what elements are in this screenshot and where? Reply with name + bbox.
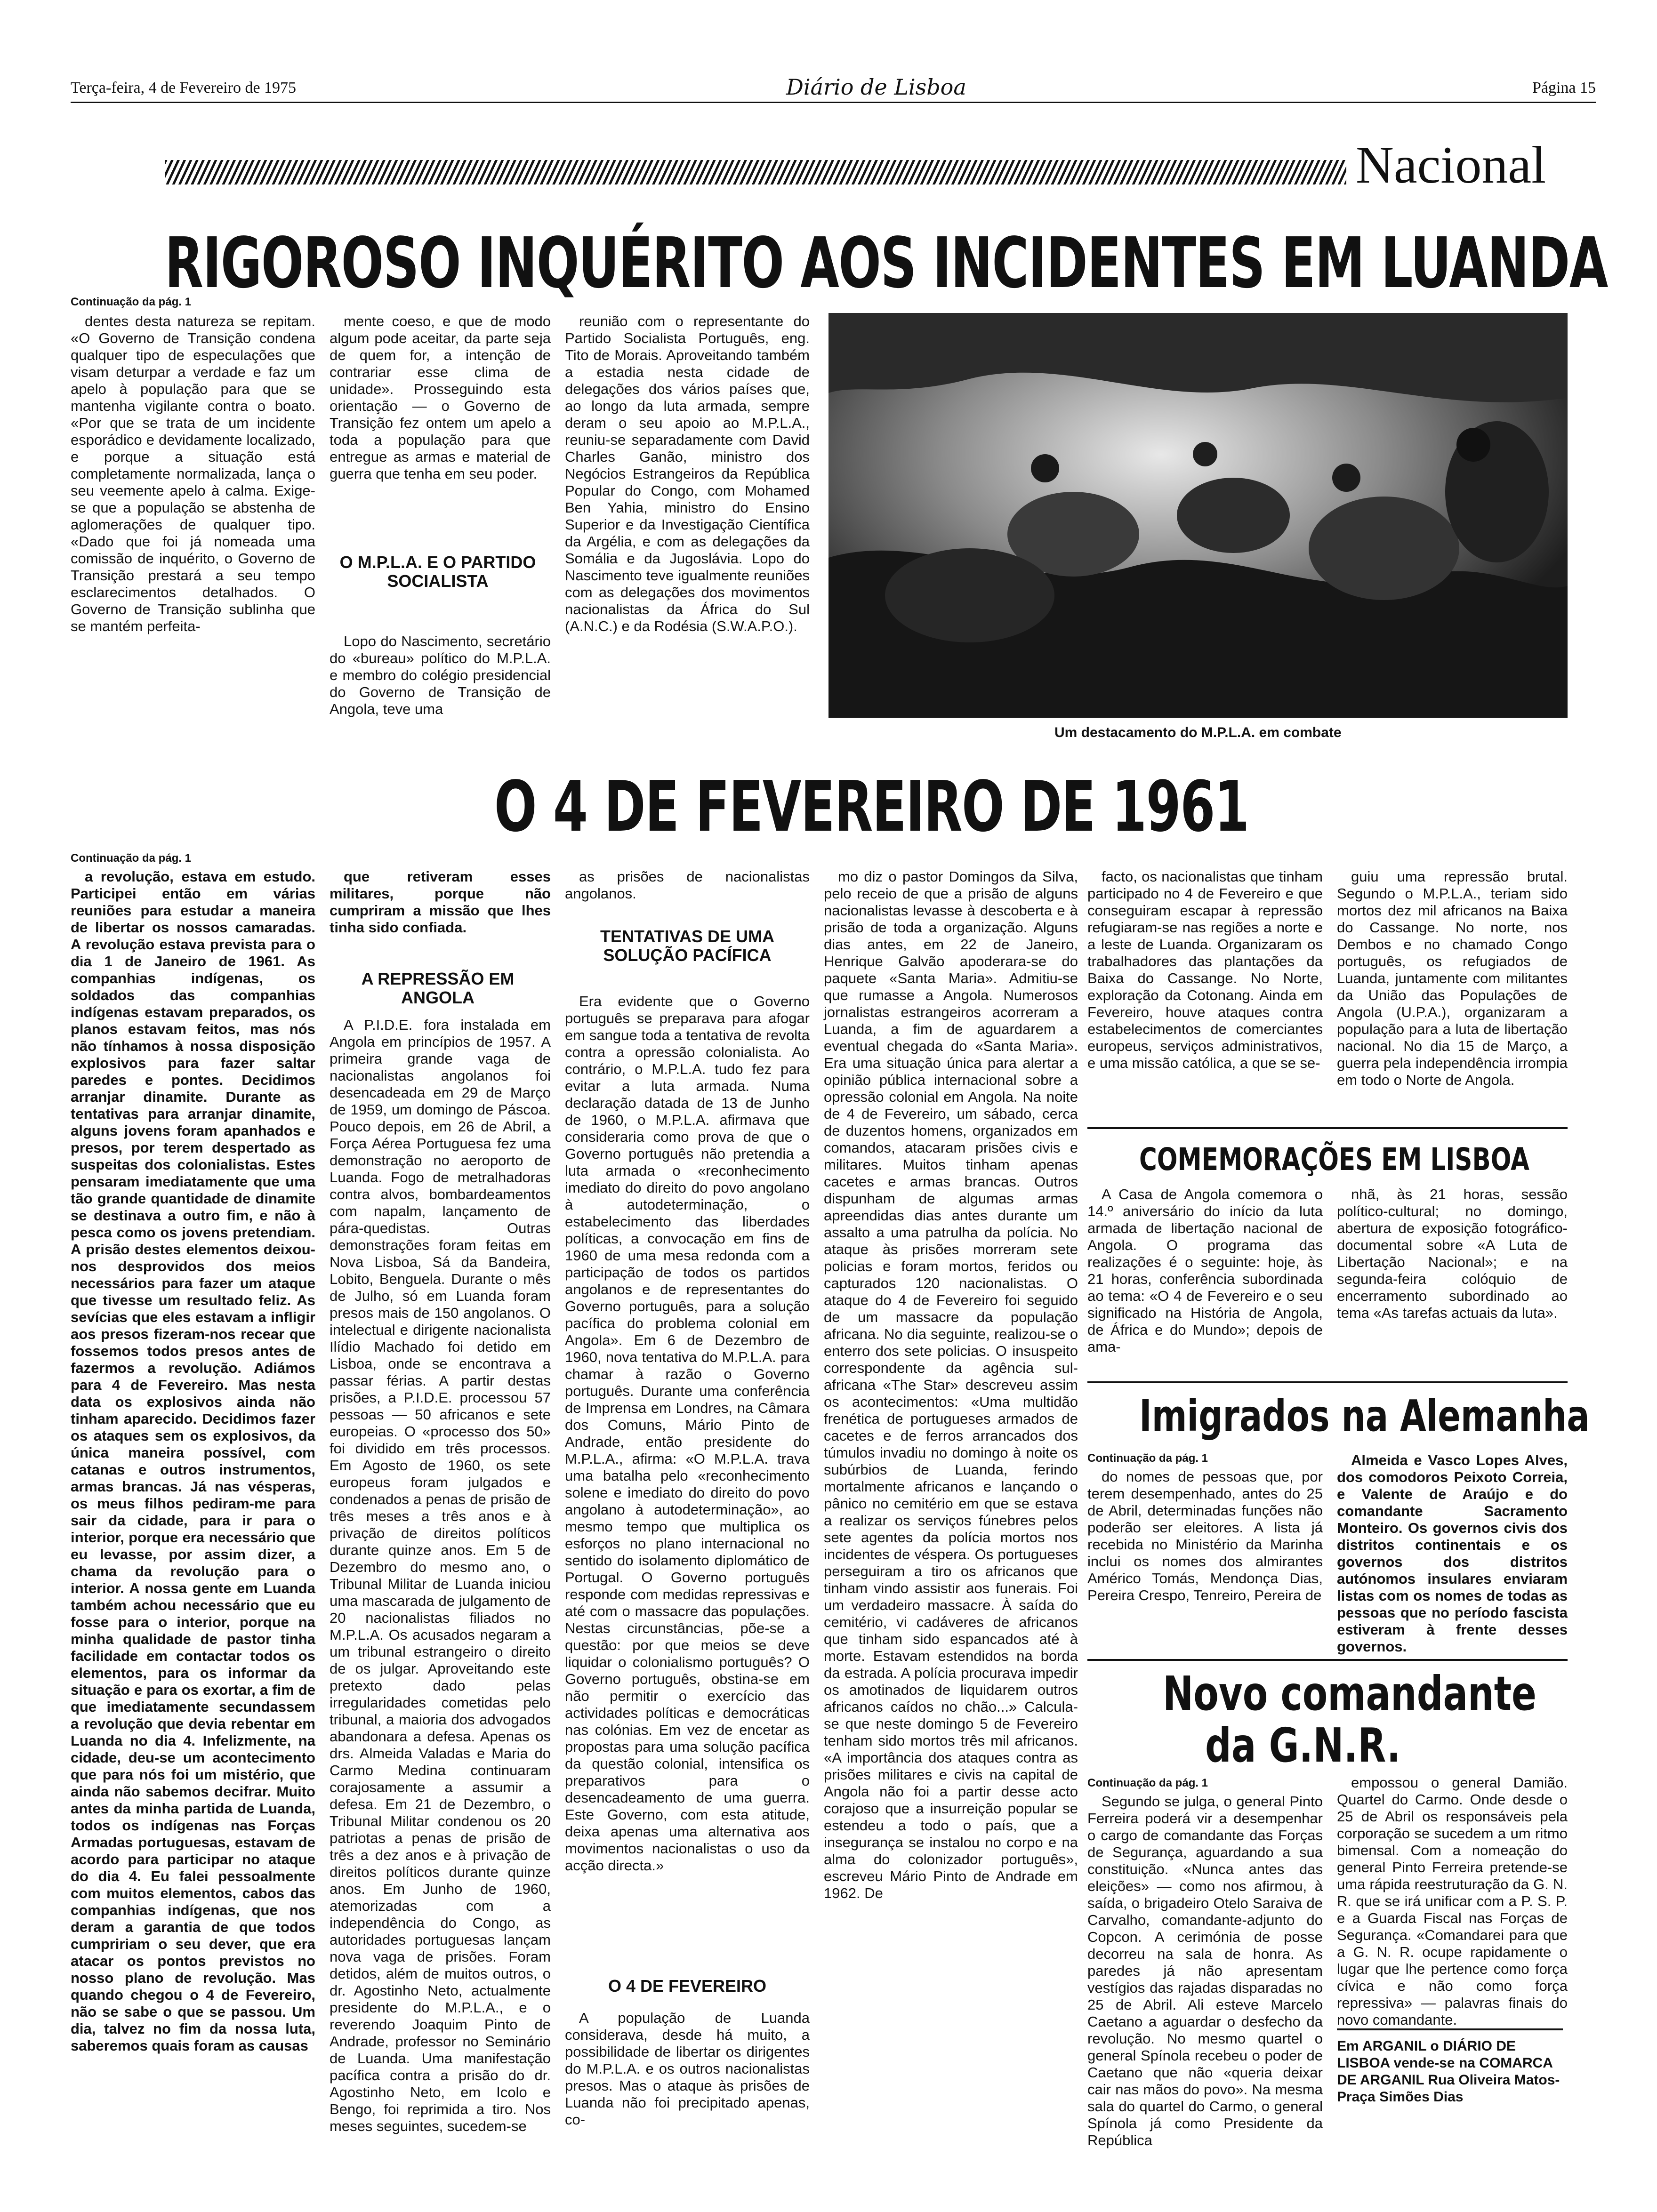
story2-col2-text: que retiveram esses militares, porque não cumpriram a missão que lhes tinha sido confiada. [330, 868, 551, 936]
story2-col1-text: a revolução, estava em estudo. Participei então em várias reuniões para estudar a maneira de libertar os nossos camaradas. A revolução estava prevista para o dia 1 de Janeiro de 1961. As companhias indígenas, os soldados das companhias indígenas estavam preparados, os planos estavam feitos, mas nós não tínhamos à nossa disposição explosivos para fazer saltar paredes e pontes. Decidimos arranjar dinamite. Durante as tentativas para arranjar dinamite, alguns jovens foram apanhados e presos, por terem despertado as suspeitas dos colonialistas. Estes pensaram imediatamente que uma tão grande quantidade de dinamite se destinava a outro fim, e não à pesca como os jovens pretendiam. A prisão destes elementos deixou-nos desprovidos dos meios necessários para fazer um ataque que tivesse um resultado feliz. As sevícias que eles estavam a infligir aos presos fizeram-nos recear que fossemos todos presos antes de fazermos a revolução. Adiámos para 4 de Fevereiro. Mas nesta data os explosivos ainda não tinham aparecido. Decidimos fazer os ataques sem os explosivos, da única maneira possível, com catanas e outros instrumentos, armas brancas. Já nas vésperas, os meus filhos pediram-me para sair da cidade, para ir para o interior, porque era necessário que eu levasse, por assim dizer, a chama da revolução para o interior. A nossa gente em Luanda também achou necessário que eu fosse para o interior, porque na minha qualidade de pastor tinha facilidade em contactar todos os elementos, para os informar da situação e para os exortar, a fim de que imediatamente secundassem a revolução que devia rebentar em Luanda no dia 4. Infelizmente, na cidade, deu-se um acontecimento que para nós foi um mistério, que ainda não sabemos decifrar. Muito antes da minha partida de Luanda, todos os indígenas nas Forças Armadas portuguesas, estavam de acordo para participar no ataque do dia 4. Eu falei pessoalmente com muitos elementos, cabos das companhias indígenas, que nos deram a garantia de que todos cumpririam o seu dever, que era atacar os pontos previstos no nosso plano de revolução. Mas quando chegou o 4 de Fevereiro, não se sabe o que se passou. Um dia, talvez no fim da nossa luta, saberemos quais foram as causas [71, 868, 315, 2054]
gnr-continuation: Continuação da pág. 1 [1087, 1777, 1208, 1789]
gnr-column-1 [1087, 1793, 1323, 2167]
story1-continuation: Continuação da pág. 1 [71, 296, 192, 308]
imigrados-col1-text: do nomes de pessoas que, por terem desempenhado, antes do 25 de Abril, determinadas funções não poderão ser eleitores. A lista já recebida no Ministério da Marinha inclui os nomes dos almirantes Américo Tomás, Mendonça Dias, Pereira Crespo, Tenreiro, Pereira de [1087, 1468, 1323, 1603]
story1-col2-text: mente coeso, e que de modo algum pode aceitar, da parte seja de quem for, a intenção de contrariar esse clima de unidade». Prosseguindo esta orientação — o Governo de Transição fez ontem um apelo a toda a população para que entregue as armas e material de guerra que tenha em seu poder. [330, 313, 551, 482]
story2-subhead-repressao: A REPRESSÃO EM ANGOLA [361, 969, 515, 1007]
comemoracoes-col2-text: nhã, às 21 horas, sessão político-cultural; no domingo, abertura de exposição fotográfico-documental sobre «A Luta de Libertação Nacional»; e na segunda-feira colóquio de encerramento subordinado ao tema «As tarefas actuais da luta». [1337, 1186, 1568, 1321]
comemoracoes-column-1 [1087, 1186, 1323, 1384]
masthead: Diário de Lisboa [786, 74, 966, 100]
page-number: Página 15 [1532, 79, 1596, 96]
story2-column-3b [565, 993, 810, 1963]
comemoracoes-col1-text: A Casa de Angola comemora o 14.º aniversário do início da luta armada de libertação nacional de Angola. O programa das realizações é o seguinte: hoje, às 21 horas, conferência subordinada ao tema: «O 4 de Fevereiro e o seu significado na História de Angola, de África e do Mundo»; depois de ama- [1087, 1186, 1323, 1355]
combat-photo-image [828, 313, 1568, 718]
story2-column-3c [565, 2010, 810, 2170]
story2-col3b-text: Era evidente que o Governo português se preparava para afogar em sangue toda a tentativa de revolta contra a opressão colonialista. Ao contrário, o M.P.L.A. tudo fez para evitar a luta armada. Numa declaração datada de 13 de Junho de 1960, o M.P.L.A. afirmava que consideraria como prova de que o Governo português não pretendia a luta armada o «reconhecimento imediato do direito do povo angolano à autodeterminação, o estabelecimento das liberdades políticas, a convocação em fins de 1960 de uma mesa redonda com a participação de todos os partidos angolanos e de representantes do Governo português, para a solução pacífica do problema colonial em Angola». Em 6 de Dezembro de 1960, nova tentativa do M.P.L.A. para chamar à razão o Governo português. Durante uma conferência de Imprensa em Londres, na Câmara dos Comuns, Mário Pinto de Andrade, então presidente do M.P.L.A., afirma: «O M.P.L.A. trava uma batalha pelo «reconhecimento solene e imediato do direito do povo angolano à autodeterminação», ao mesmo tempo que multiplica os esforços no plano internacional no sentido do isolamento diplomático de Portugal. O Governo português responde com medidas repressivas e até com o massacre das populações. Nestas circunstâncias, põe-se a questão: por que meios se deve liquidar o colonialismo português? O Governo português, obstina-se em não permitir o exercício das actividades políticas e democráticas nas colónias. Em vez de encetar as propostas para uma solução pacífica da questão colonial, intensifica os preparativos para o desencadeamento de uma guerra. Este Governo, com esta atitude, deixa apenas uma alternativa aos movimentos nacionalistas o uso da acção directa.» [565, 993, 810, 1874]
story2-headline: O 4 DE FEVEREIRO DE 1961 [494, 766, 1249, 847]
arganil-ad-text: Em ARGANIL o DIÁRIO DE LISBOA vende-se na COMARCA DE ARGANIL Rua Oliveira Matos-Praça Simões Dias [1337, 2038, 1560, 2105]
story1-col3-text: reunião com o representante do Partido Socialista Português, eng. Tito de Morais. Aproveitando também a estadia nesta cidade de delegações dos vários países que, ao longo da luta armada, sempre deram o seu apoio ao M.P.L.A., reuniu-se separadamente com David Charles Ganão, ministro dos Negócios Estrangeiros da República Popular do Congo, com Mohamed Ben Yahia, ministro do Ensino Superior e da Investigação Científica da Argélia, e com as delegações da Somália e da Jugoslávia. Lopo do Nascimento teve igualmente reuniões com as delegações dos movimentos nacionalistas da África do Sul (A.N.C.) e da Rodésia (S.W.A.P.O.). [565, 313, 810, 634]
imigrados-column-1 [1087, 1468, 1323, 1657]
story2-column-2b [330, 1017, 551, 2167]
gnr-title-line2: da G.N.R. [1205, 1718, 1401, 1773]
story1-headline: RIGOROSO INQUÉRITO AOS INCIDENTES EM LUANDA [165, 223, 1608, 304]
story2-subhead-4-fevereiro: O 4 DE FEVEREIRO [608, 1976, 767, 1996]
imigrados-column-2 [1337, 1452, 1568, 1657]
imigrados-col2-text: Almeida e Vasco Lopes Alves, dos comodoros Peixoto Correia, e Valente de Araújo e do comandante Sacramento Monteiro. Os governos civis dos distritos continentais e os governos dos distritos autónomos insulares enviaram listas com os nomes de todas as pessoas que no período fascista estiveram à frente desses governos. [1337, 1452, 1568, 1655]
section-title: Nacional [1356, 136, 1546, 194]
arganil-ad [1337, 2028, 1563, 2108]
story2-continuation: Continuação da pág. 1 [71, 852, 192, 865]
story2-col5-text: facto, os nacionalistas que tinham participado no 4 de Fevereiro e que conseguiram escapar à repressão refugiaram-se nas regiões a norte e a leste de Luanda. Organizaram os trabalhadores das plantações da Baixa do Cassange. No Norte, exploração da Cotonang. Ainda em Fevereiro, houve ataques contra estabelecimentos de comerciantes europeus, serviços administrativos, e uma missão católica, a que se se- [1087, 868, 1323, 1071]
story2-col3c-text: A população de Luanda considerava, desde há muito, a possibilidade de libertar os dirigentes do M.P.L.A. e os outros nacionalistas presos. Mas o ataque às prisões de Luanda não foi precipitado apenas, co- [565, 2010, 810, 2128]
story2-col4-text: mo diz o pastor Domingos da Silva, pelo receio de que a prisão de alguns nacionalistas levasse à descoberta e à prisão de toda a organização. Alguns dias antes, em 22 de Janeiro, Henrique Galvão apoderara-se do paquete «Santa Maria». Admitiu-se que rumasse a Angola. Numerosos jornalistas estrangeiros acorreram a Luanda, a fim de aguardarem a eventual chegada do «Santa Maria». Era uma situação única para alertar a opinião pública internacional sobre a opressão colonial em Angola. Na noite de 4 de Fevereiro, um sábado, cerca de duzentos homens, organizados em comandos, atacaram prisões civis e militares. Muitos tinham apenas cacetes e armas brancas. Outros dispunham de algumas armas apreendidas dias antes durante um assalto a uma patrulha da polícia. No ataque às prisões morreram sete policias e foram mortos, feridos ou capturados 120 nacionalistas. O ataque do 4 de Fevereiro foi seguido de um massacre da população africana. No dia seguinte, realizou-se o enterro dos sete policias. O insuspeito correspondente da agência sul-africana «The Star» descreveu assim os acontecimentos: «Uma multidão frenética de portugueses armados de cacetes e de ferros arrancados dos túmulos invadiu no domingo à noite os subúrbios de Luanda, ferindo mortalmente africanos e lançando o pânico no cemitério em que se estava a realizar os serviços fúnebres pelos sete agentes da polícia mortos nos incidentes de véspera. Os portugueses perseguiram a tiro os africanos que tinham vindo assistir aos funerais. Foi um verdadeiro massacre. À saída do cemitério, vi cadáveres de africanos que tinham sido espancados até à morte. Estavam estendidos na borda da estrada. A polícia procurava impedir os amotinados de liquidarem outros africanos caídos no chão...» Calcula-se que neste domingo 5 de Fevereiro tenham sido mortos três mil africanos. «A importância dos ataques contra as prisões militares e civis na capital de Angola não foi a partir desse acto corajoso que a insurreição popular se estendeu a todo o país, que a insegurança se instalou no corpo e na alma do colonizador português», escreveu Mário Pinto de Andrade em 1962. De [824, 868, 1078, 1901]
gnr-top-rule [1087, 1659, 1568, 1661]
story2-col3a-text: as prisões de nacionalistas angolanos. [565, 868, 810, 902]
header-rule [71, 102, 1596, 103]
story2-subhead-tentativas: TENTATIVAS DE UMA SOLUÇÃO PACÍFICA [600, 927, 774, 965]
story2-column-5 [1087, 868, 1323, 1118]
gnr-column-2 [1337, 1774, 1568, 2028]
mpla-combat-photo [828, 313, 1568, 718]
story2-col6-text: guiu uma repressão brutal. Segundo o M.P.L.A., teriam sido mortos dez mil africanos na Baixa do Cassange. No norte, nos Dembos e no chamado Congo português, os refugiados de Luanda, juntamente com militantes da União das Populações de Angola (U.P.A.), organizaram a população para a luta de libertação nacional. No dia 15 de Março, a guerra pela independência irrompia em todo o Norte de Angola. [1337, 868, 1568, 1088]
story2-column-3a [565, 868, 810, 906]
comemoracoes-top-rule [1087, 1127, 1568, 1129]
gnr-title-line1: Novo comandante [1163, 1666, 1536, 1721]
story1-col1-text: dentes desta natureza se repitam. «O Governo de Transição condena qualquer tipo de especulações que visam deturpar a verdade e faz um apelo à população para que se mantenha vigilante contra o boato. «Por que se trata de um incidente esporádico e devidamente localizado, e porque a situação está completamente normalizada, lança o seu veemente apelo à calma. Exige-se que a população se abstenha de aglomerações de qualquer tipo. «Dado que foi já nomeada uma comissão de inquérito, o Governo de Transição prestará a seu tempo esclarecimentos detalhados. O Governo de Transição sublinha que se mantém perfeita- [71, 313, 315, 634]
section-hatch-bar [165, 160, 1346, 184]
story2-column-2 [330, 868, 551, 939]
story2-column-1 [71, 868, 315, 2167]
comemoracoes-title: COMEMORAÇÕES EM LISBOA [1139, 1141, 1529, 1178]
page-header [71, 74, 1596, 107]
story2-column-6 [1337, 868, 1568, 1118]
imigrados-continuation: Continuação da pág. 1 [1087, 1452, 1208, 1465]
photo-caption: Um destacamento do M.P.L.A. em combate [1054, 725, 1342, 740]
issue-date: Terça-feira, 4 de Fevereiro de 1975 [71, 79, 297, 96]
story1-column-1 [71, 313, 315, 727]
comemoracoes-column-2 [1337, 1186, 1568, 1384]
story1-column-2b [330, 633, 551, 727]
imigrados-top-rule [1087, 1381, 1568, 1383]
imigrados-title: Imigrados na Alemanha [1139, 1391, 1590, 1441]
gnr-col1-text: Segundo se julga, o general Pinto Ferreira poderá vir a desempenhar o cargo de comandante das Forças de Segurança, aguardando a sua constituição. «Nunca antes das eleições» — como nos afirmou, à saída, o brigadeiro Otelo Saraiva de Carvalho, comandante-adjunto do Copcon. A cerimónia de posse decorreu na sala de honra. As paredes já não apresentam vestígios das rajadas disparadas no 25 de Abril. Ali esteve Marcelo Caetano a aguardar o desfecho da revolução. No mesmo quartel o general Spínola recebeu o poder de Caetano que não «queria deixar cair nas mãos do povo». Na mesma sala do quartel do Carmo, o general Spínola já como Presidente da República [1087, 1793, 1323, 2148]
gnr-col2-text: empossou o general Damião. Quartel do Carmo. Onde desde o 25 de Abril os responsáveis pela corporação se sucedem a um ritmo bimensal. Com a nomeação do general Pinto Ferreira pretende-se uma rápida reestruturação da G. N. R. que se irá unificar com a P. S. P. e a Guarda Fiscal nas Forças de Segurança. «Comandarei para que a G. N. R. ocupe rapidamente o lugar que lhe pertence como força cívica e não como força repressiva» — palavras finais do novo comandante. [1337, 1774, 1568, 2028]
story1-column-2 [330, 313, 551, 522]
story1-subhead: O M.P.L.A. E O PARTIDO SOCIALISTA [339, 553, 536, 591]
story1-col2b-text: Lopo do Nascimento, secretário do «bureau» político do M.P.L.A. e membro do colégio presidencial do Governo de Transição de Angola, teve uma [330, 633, 551, 717]
story1-column-3 [565, 313, 810, 727]
story2-column-4 [824, 868, 1078, 2167]
story2-col2b-text: A P.I.D.E. fora instalada em Angola em princípios de 1957. A primeira grande vaga de nacionalistas angolanos foi desencadeada em 29 de Março de 1959, um domingo de Páscoa. Pouco depois, em 26 de Abril, a Força Aérea Portuguesa fez uma demonstração no aeroporto de Luanda. Fogo de metralhadoras contra alvos, bombardeamentos com napalm, lançamento de pára-quedistas. Outras demonstrações foram feitas em Nova Lisboa, Sá da Bandeira, Lobito, Benguela. Durante o mês de Julho, só em Luanda foram presos mais de 150 angolanos. O intelectual e dirigente nacionalista Ilídio Machado foi detido em Lisboa, onde se encontrava a passar férias. A partir destas prisões, a P.I.D.E. processou 57 pessoas — 50 africanos e sete europeias. O «processo dos 50» foi dividido em três processos. Em Agosto de 1960, os sete europeus foram julgados e condenados a penas de prisão de três meses a três anos e à privação de direitos políticos durante quinze anos. Em 5 de Dezembro do mesmo ano, o Tribunal Militar de Luanda iniciou uma mascarada de julgamento de 20 nacionalistas filiados no M.P.L.A. Os acusados negaram a um tribunal estrangeiro o direito de os julgar. Aproveitando este pretexto dado pelas irregularidades cometidas pelo tribunal, a maioria dos advogados abandonara a defesa. Apenas os drs. Almeida Valadas e Maria do Carmo Medina continuaram corajosamente a assumir a defesa. Em 21 de Dezembro, o Tribunal Militar condenou os 20 patriotas a penas de prisão de três a dez anos e à privação de direitos políticos durante quinze anos. Em Junho de 1960, atemorizadas com a independência do Congo, as autoridades portuguesas lançam nova vaga de prisões. Foram detidos, além de muitos outros, o dr. Agostinho Neto, actualmente presidente do M.P.L.A., e o reverendo Joaquim Pinto de Andrade, professor no Seminário de Luanda. Uma manifestação pacífica contra a prisão do dr. Agostinho Neto, em Icolo e Bengo, foi reprimida a tiro. Nos meses seguintes, sucedem-se [330, 1017, 551, 2134]
